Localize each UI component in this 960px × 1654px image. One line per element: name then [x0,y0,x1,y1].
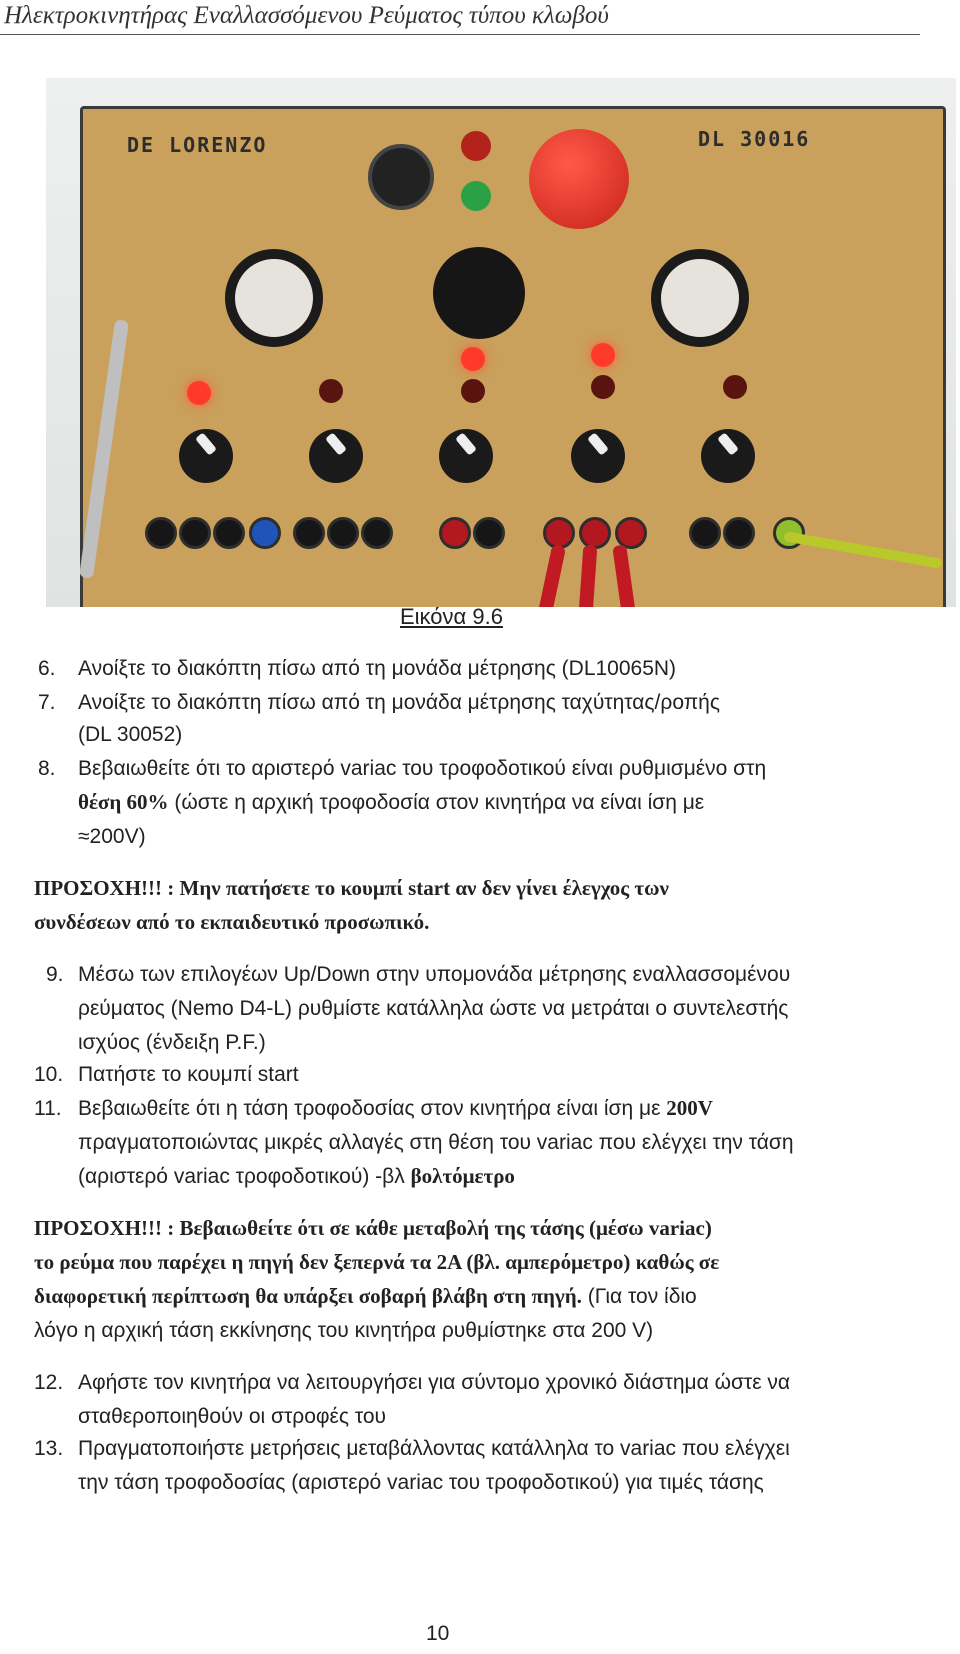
selector-knob-1 [179,429,233,483]
step-8-bold: θέση 60% [78,790,169,814]
page-number: 10 [426,1622,450,1645]
voltage-lamp-b [461,379,485,403]
step-number: 8. [38,757,56,780]
jack-6 [327,517,359,549]
lamp-center [319,379,343,403]
red-cable-1 [538,544,566,607]
step-number: 10. [34,1063,64,1086]
jack-2 [179,517,211,549]
step-11-line-1 [78,1092,713,1125]
voltmeter-bold: βολτόμετρο [410,1164,515,1188]
selector-knob-5 [701,429,755,483]
warning-1-line-2: συνδέσεων από το εκπαιδευτικό προσωπικό. [34,910,430,934]
step-12-line-2: σταθεροποιηθούν οι στροφές του [78,1405,387,1428]
power-supply-panel [80,106,946,607]
running-header [0,0,920,35]
step-11-text-a: Βεβαιωθείτε ότι η τάση τροφοδοσίας στον κινητήρα είναι ίση με [78,1097,667,1120]
step-8-rest: (ώστε η αρχική τροφοδοσία στον κινητήρα να είναι ίση με [168,791,705,814]
jack-5 [293,517,325,549]
mains-lamp [187,381,211,405]
header-title: Ηλεκτροκινητήρας Εναλλασσόμενου Ρεύματος τύπου κλωβού [4,2,609,29]
step-10-text: Πατήστε το κουμπί start [78,1063,299,1086]
warning-2-line-2: το ρεύμα που παρέχει η πηγή δεν ξεπερνά τα 2Α (βλ. αμπερόμετρο) καθώς σε [34,1250,720,1274]
current-lamp-a [591,343,615,367]
red-cable-2 [579,545,598,607]
step-7-line-1: Ανοίξτε το διακόπτη πίσω από τη μονάδα μέτρησης ταχύτητας/ροπής [78,691,720,714]
jack-3 [213,517,245,549]
step-number: 6. [38,657,56,680]
jack-13 [689,517,721,549]
step-7-line-2: (DL 30052) [78,723,183,746]
step-11-text-b: (αριστερό variac τροφοδοτικού) -βλ [78,1165,411,1188]
step-number: 13. [34,1437,64,1460]
step-number: 7. [38,691,56,714]
ground-cable [783,531,942,569]
jack-14 [723,517,755,549]
jack-1 [145,517,177,549]
selector-knob-2 [309,429,363,483]
stop-button [461,131,491,161]
jack-l1 [543,517,575,549]
jack-8 [439,517,471,549]
warning-1-line-1: ΠΡΟΣΟΧΗ!!! : Μην πατήσετε το κουμπί start αν δεν γίνει έλεγχος των [34,876,669,900]
jack-9 [473,517,505,549]
current-lamp-b [591,375,615,399]
red-cable-3 [612,544,636,607]
step-11-line-3 [78,1160,515,1193]
jack-neutral [249,517,281,549]
warning-2-line-1: ΠΡΟΣΟΧΗ!!! : Βεβαιωθείτε ότι σε κάθε μεταβολή της τάσης (μέσω variac) [34,1216,712,1240]
step-number: 11. [34,1097,62,1120]
grey-cable [79,319,129,578]
step-11-bold: 200V [666,1096,713,1120]
warning-2-line-3 [34,1280,697,1313]
step-6-text: Ανοίξτε το διακόπτη πίσω από τη μονάδα μέτρησης (DL10065N) [78,657,677,680]
figure-caption: Εικόνα 9.6 [400,604,503,629]
step-8-line-1: Βεβαιωθείτε ότι το αριστερό variac του τροφοδοτικού είναι ρυθμισμένο στη [78,757,767,780]
selector-knob-4 [571,429,625,483]
step-8-line-3: ≈200V) [78,825,146,848]
step-9-line-3: ισχύος (ένδειξη P.F.) [78,1031,266,1054]
step-9-line-2: ρεύματος (Nemo D4-L) ρυθμίστε κατάλληλα ώστε να μετράται ο συντελεστής [78,997,789,1020]
step-11-line-2: πραγματοποιώντας μικρές αλλαγές στη θέση του variac που ελέγχει την τάση [78,1131,794,1154]
step-13-line-1: Πραγματοποιήστε μετρήσεις μεταβάλλοντας κατάλληλα το variac που ελέγχει [78,1437,790,1460]
warning-2-line-4: λόγο η αρχική τάση εκκίνησης του κινητήρα ρυθμίστηκε στα 200 V) [34,1319,654,1342]
warning-2-rest: (Για τον ίδιο [581,1285,697,1308]
start-button [461,181,491,211]
voltage-lamp-a [461,347,485,371]
step-8-line-2 [78,786,704,819]
step-number: 9. [46,963,64,986]
jack-7 [361,517,393,549]
figure-photo [46,78,956,607]
lamp-right [723,375,747,399]
a-b-selector [433,247,525,339]
selector-knob-3 [439,429,493,483]
step-9-line-1: Μέσω των επιλογέων Up/Down στην υπομονάδα μέτρησης εναλλασσομένου [78,963,791,986]
warning-2-bold: διαφορετική περίπτωση θα υπάρξει σοβαρή βλάβη στη πηγή. [34,1284,582,1308]
key-switch [368,144,434,210]
brand-left-label: DE LORENZO [127,133,268,157]
left-variac-knob [225,249,323,347]
step-13-line-2: την τάση τροφοδοσίας (αριστερό variac του τροφοδοτικού) για τιμές τάσης [78,1471,764,1494]
emergency-stop-button [529,129,629,229]
jack-l2 [579,517,611,549]
brand-right-label: DL 30016 [698,127,811,151]
right-variac-knob [651,249,749,347]
step-12-line-1: Αφήστε τον κινητήρα να λειτουργήσει για σύντομο χρονικό διάστημα ώστε να [78,1371,791,1394]
step-number: 12. [34,1371,64,1394]
